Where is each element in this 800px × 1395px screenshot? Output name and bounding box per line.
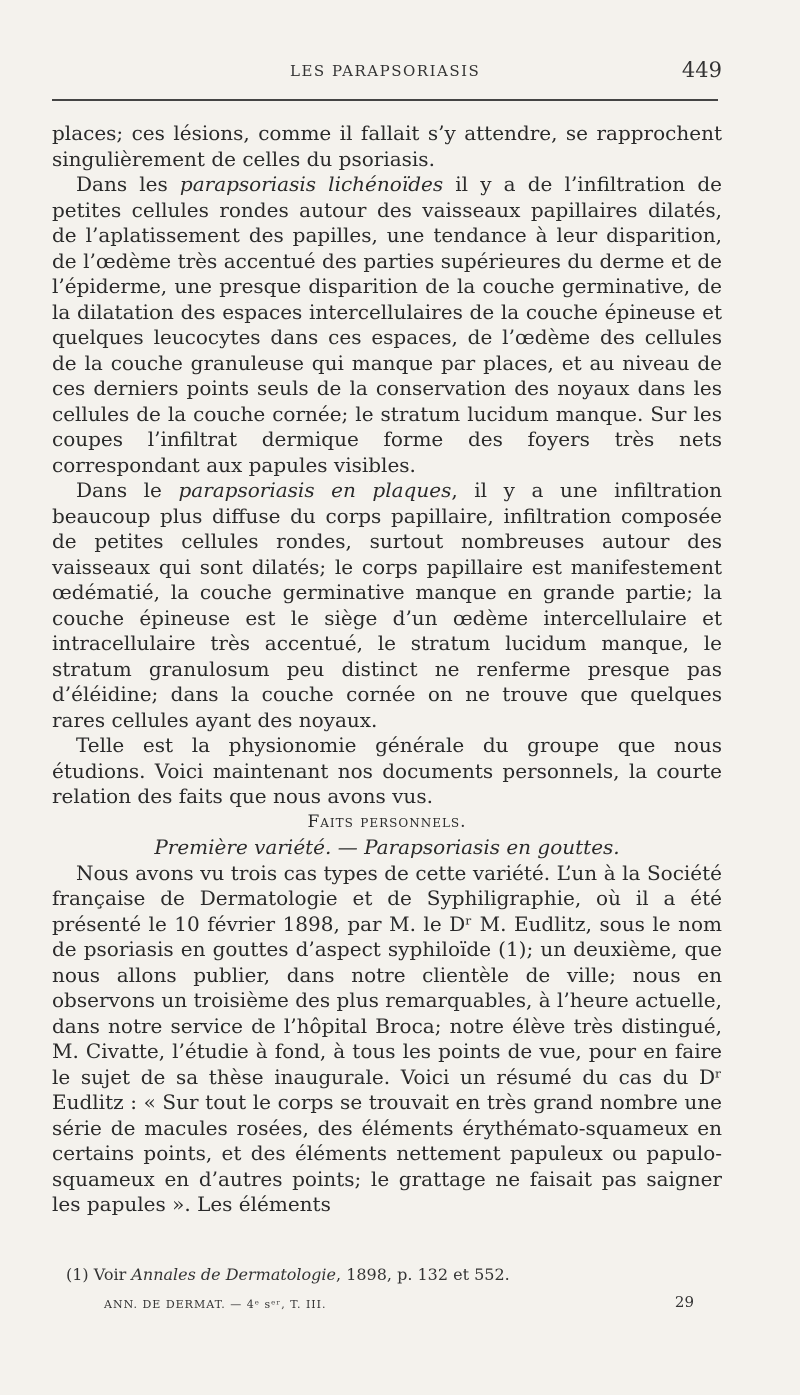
- paragraph-4: Telle est la physionomie générale du groupe que nous étudions. Voici maintenant nos documents personnels, la courte relation des faits que nous avons vus.: [52, 733, 722, 808]
- sheet-number: 29: [674, 1293, 694, 1311]
- running-title: LES PARAPSORIASIS: [290, 62, 481, 80]
- paragraph-3-lead: Dans le: [76, 478, 179, 502]
- paragraph-3: [52, 478, 722, 733]
- body-text: [52, 121, 722, 1218]
- paragraph-5: Nous avons vu trois cas types de cette variété. L’un à la Société française de Dermatologie et de Syphiligraphie, où il a été présenté le 10 février 1898, par M. le Dʳ M. Eudlitz, sous le nom de psoriasis en gouttes d’aspect syphiloïde (1); un deuxième, que nous allons publier, dans notre clientèle de ville; nous en observons un troisième des plus remarquables, à l’heure actuelle, dans notre service de l’hôpital Broca; notre élève très distingué, M. Civatte, l’étudie à fond, à tous les points de vue, pour en faire le sujet de sa thèse inaugurale. Voici un résumé du cas du Dʳ Eudlitz : « Sur tout le corps se trouvait en très grand nombre une série de macules rosées, des éléments érythémato-squameux en certains points, et des éléments nettement papuleux ou papulo-squameux en d’autres points; le grattage ne faisait pas saigner les papules ». Les éléments: [52, 860, 722, 1216]
- footnote-rest: , 1898, p. 132 et 552.: [336, 1265, 510, 1284]
- page-number: 449: [681, 58, 722, 82]
- page-header: [52, 58, 722, 88]
- footnote: [66, 1265, 706, 1284]
- paragraph-3-term: parapsoriasis en plaques: [178, 478, 452, 502]
- paragraph-2-lead: Dans les: [76, 172, 180, 196]
- paragraph-2-term: parapsoriasis lichénoïdes: [179, 172, 444, 196]
- subsection-title: Première variété. — Parapsoriasis en gouttes.: [154, 835, 620, 859]
- footnote-lead: (1) Voir: [66, 1265, 132, 1284]
- header-rule: [52, 99, 718, 101]
- paragraph-2-rest: il y a de l’infiltration de petites cellules rondes autour des vaisseaux papillaires dilatés, de l’aplatissement des papilles, une tendance à leur disparition, de l’œdème très accentué des parties supérieures du derme et de l’épiderme, une presque disparition de la couche germinative, de la dilatation des espaces intercellulaires de la couche épineuse et quelques leucocytes dans ces espaces, de l’œdème des cellules de la couche granuleuse qui manque par places, et au niveau de ces derniers points seuls de la conservation des noyaux dans les cellules de la couche cornée; le stratum lucidum manque. Sur les coupes l’infiltrat dermique forme des foyers très nets correspondant aux papules visibles.: [52, 172, 722, 477]
- paragraph-1: places; ces lésions, comme il fallait s’y attendre, se rapprochent singulièrement de celles du psoriasis.: [52, 121, 722, 171]
- printer-signature: ANN. DE DERMAT. — 4ᵉ sᵉʳ, T. III.: [104, 1298, 327, 1311]
- paragraph-2: [52, 172, 722, 478]
- paragraph-3-rest: , il y a une infiltration beaucoup plus diffuse du corps papillaire, infiltration composée de petites cellules rondes, surtout nombreuses autour des vaisseaux qui sont dilatés; le corps papillaire est manifestement œdématié, la couche germinative manque en grande partie; la couche épineuse est le siège d’un œdème intercellulaire et intracellulaire très accentué, le stratum lucidum manque, le stratum granulosum peu distinct ne renferme presque pas d’éléidine; dans la couche cornée on ne trouve que quelques rares cellules ayant des noyaux.: [52, 478, 722, 732]
- section-title: Faits personnels.: [307, 811, 467, 832]
- footnote-journal: Annales de Dermatologie: [131, 1265, 337, 1284]
